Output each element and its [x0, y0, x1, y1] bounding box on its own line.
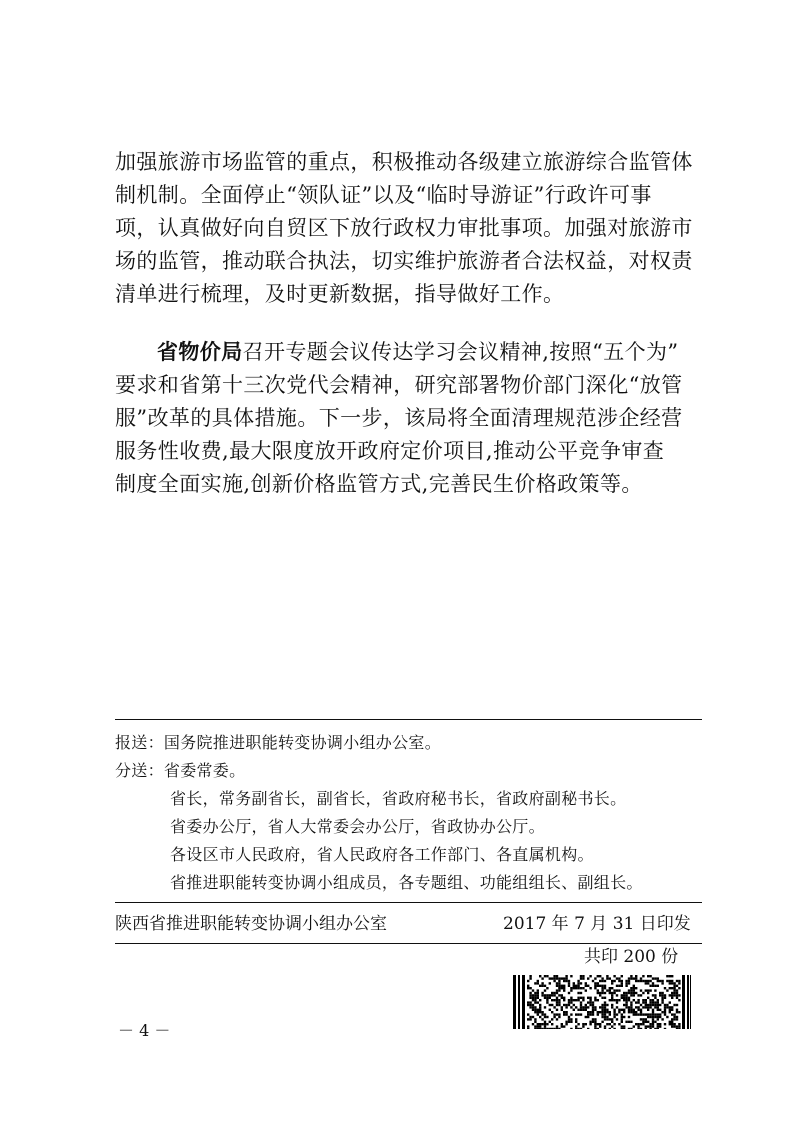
body-line: 制度全面实施,创新价格监管方式,完善民生价格政策等。 [115, 472, 643, 496]
body-line: 服务性收费,最大限度放开政府定价项目,推动公平竞争审查 [115, 439, 665, 463]
middle-divider [115, 902, 702, 903]
qr-code-icon [513, 975, 691, 1029]
body-line: 清单进行梳理，及时更新数据，指导做好工作。 [115, 282, 565, 306]
copy-recipient: 省委常委。 [163, 761, 246, 780]
report-recipient: 国务院推进职能转变协调小组办公室。 [163, 733, 442, 752]
issue-date: 2017 年 7 月 31 日印发 [503, 914, 691, 934]
page-number: － 4 － [118, 1021, 171, 1040]
body-line: 要求和省第十三次党代会精神，研究部署物价部门深化“放管 [115, 373, 683, 397]
body-line: 场的监管，推动联合执法，切实维护旅游者合法权益，对权责 [115, 249, 693, 273]
report-to [115, 733, 441, 753]
body-line: 制机制。全面停止“领队证”以及“临时导游证”行政许可事 [115, 183, 652, 207]
body-line: 服”改革的具体措施。下一步，该局将全面清理规范涉企经营 [115, 406, 683, 430]
copy-recipient: 省推进职能转变协调小组成员，各专题组、功能组组长、副组长。 [170, 873, 643, 892]
body-line: 项，认真做好向自贸区下放行政权力审批事项。加强对旅游市 [115, 216, 693, 240]
copy-recipient: 省长，常务副省长，副省长，省政府秘书长，省政府副秘书长。 [170, 789, 627, 808]
copy-recipient: 各设区市人民政府，省人民政府各工作部门、各直属机构。 [170, 845, 594, 864]
body-line: 加强旅游市场监管的重点，积极推动各级建立旅游综合监管体 [115, 150, 693, 174]
top-divider [115, 719, 702, 720]
bureau-name: 省物价局 [157, 339, 243, 364]
copy-count: 共印 200 份 [584, 947, 679, 967]
copy-recipient: 省委办公厅，省人大常委会办公厅，省政协办公厅。 [170, 817, 545, 836]
bottom-divider [115, 943, 702, 944]
copy-label: 分送： [115, 761, 164, 780]
body-text: 召开专题会议传达学习会议精神,按照“五个为” [242, 340, 679, 364]
copy-to [115, 761, 245, 781]
issuer: 陕西省推进职能转变协调小组办公室 [115, 914, 387, 934]
body-line-first [157, 339, 682, 365]
report-label: 报送： [115, 733, 164, 752]
